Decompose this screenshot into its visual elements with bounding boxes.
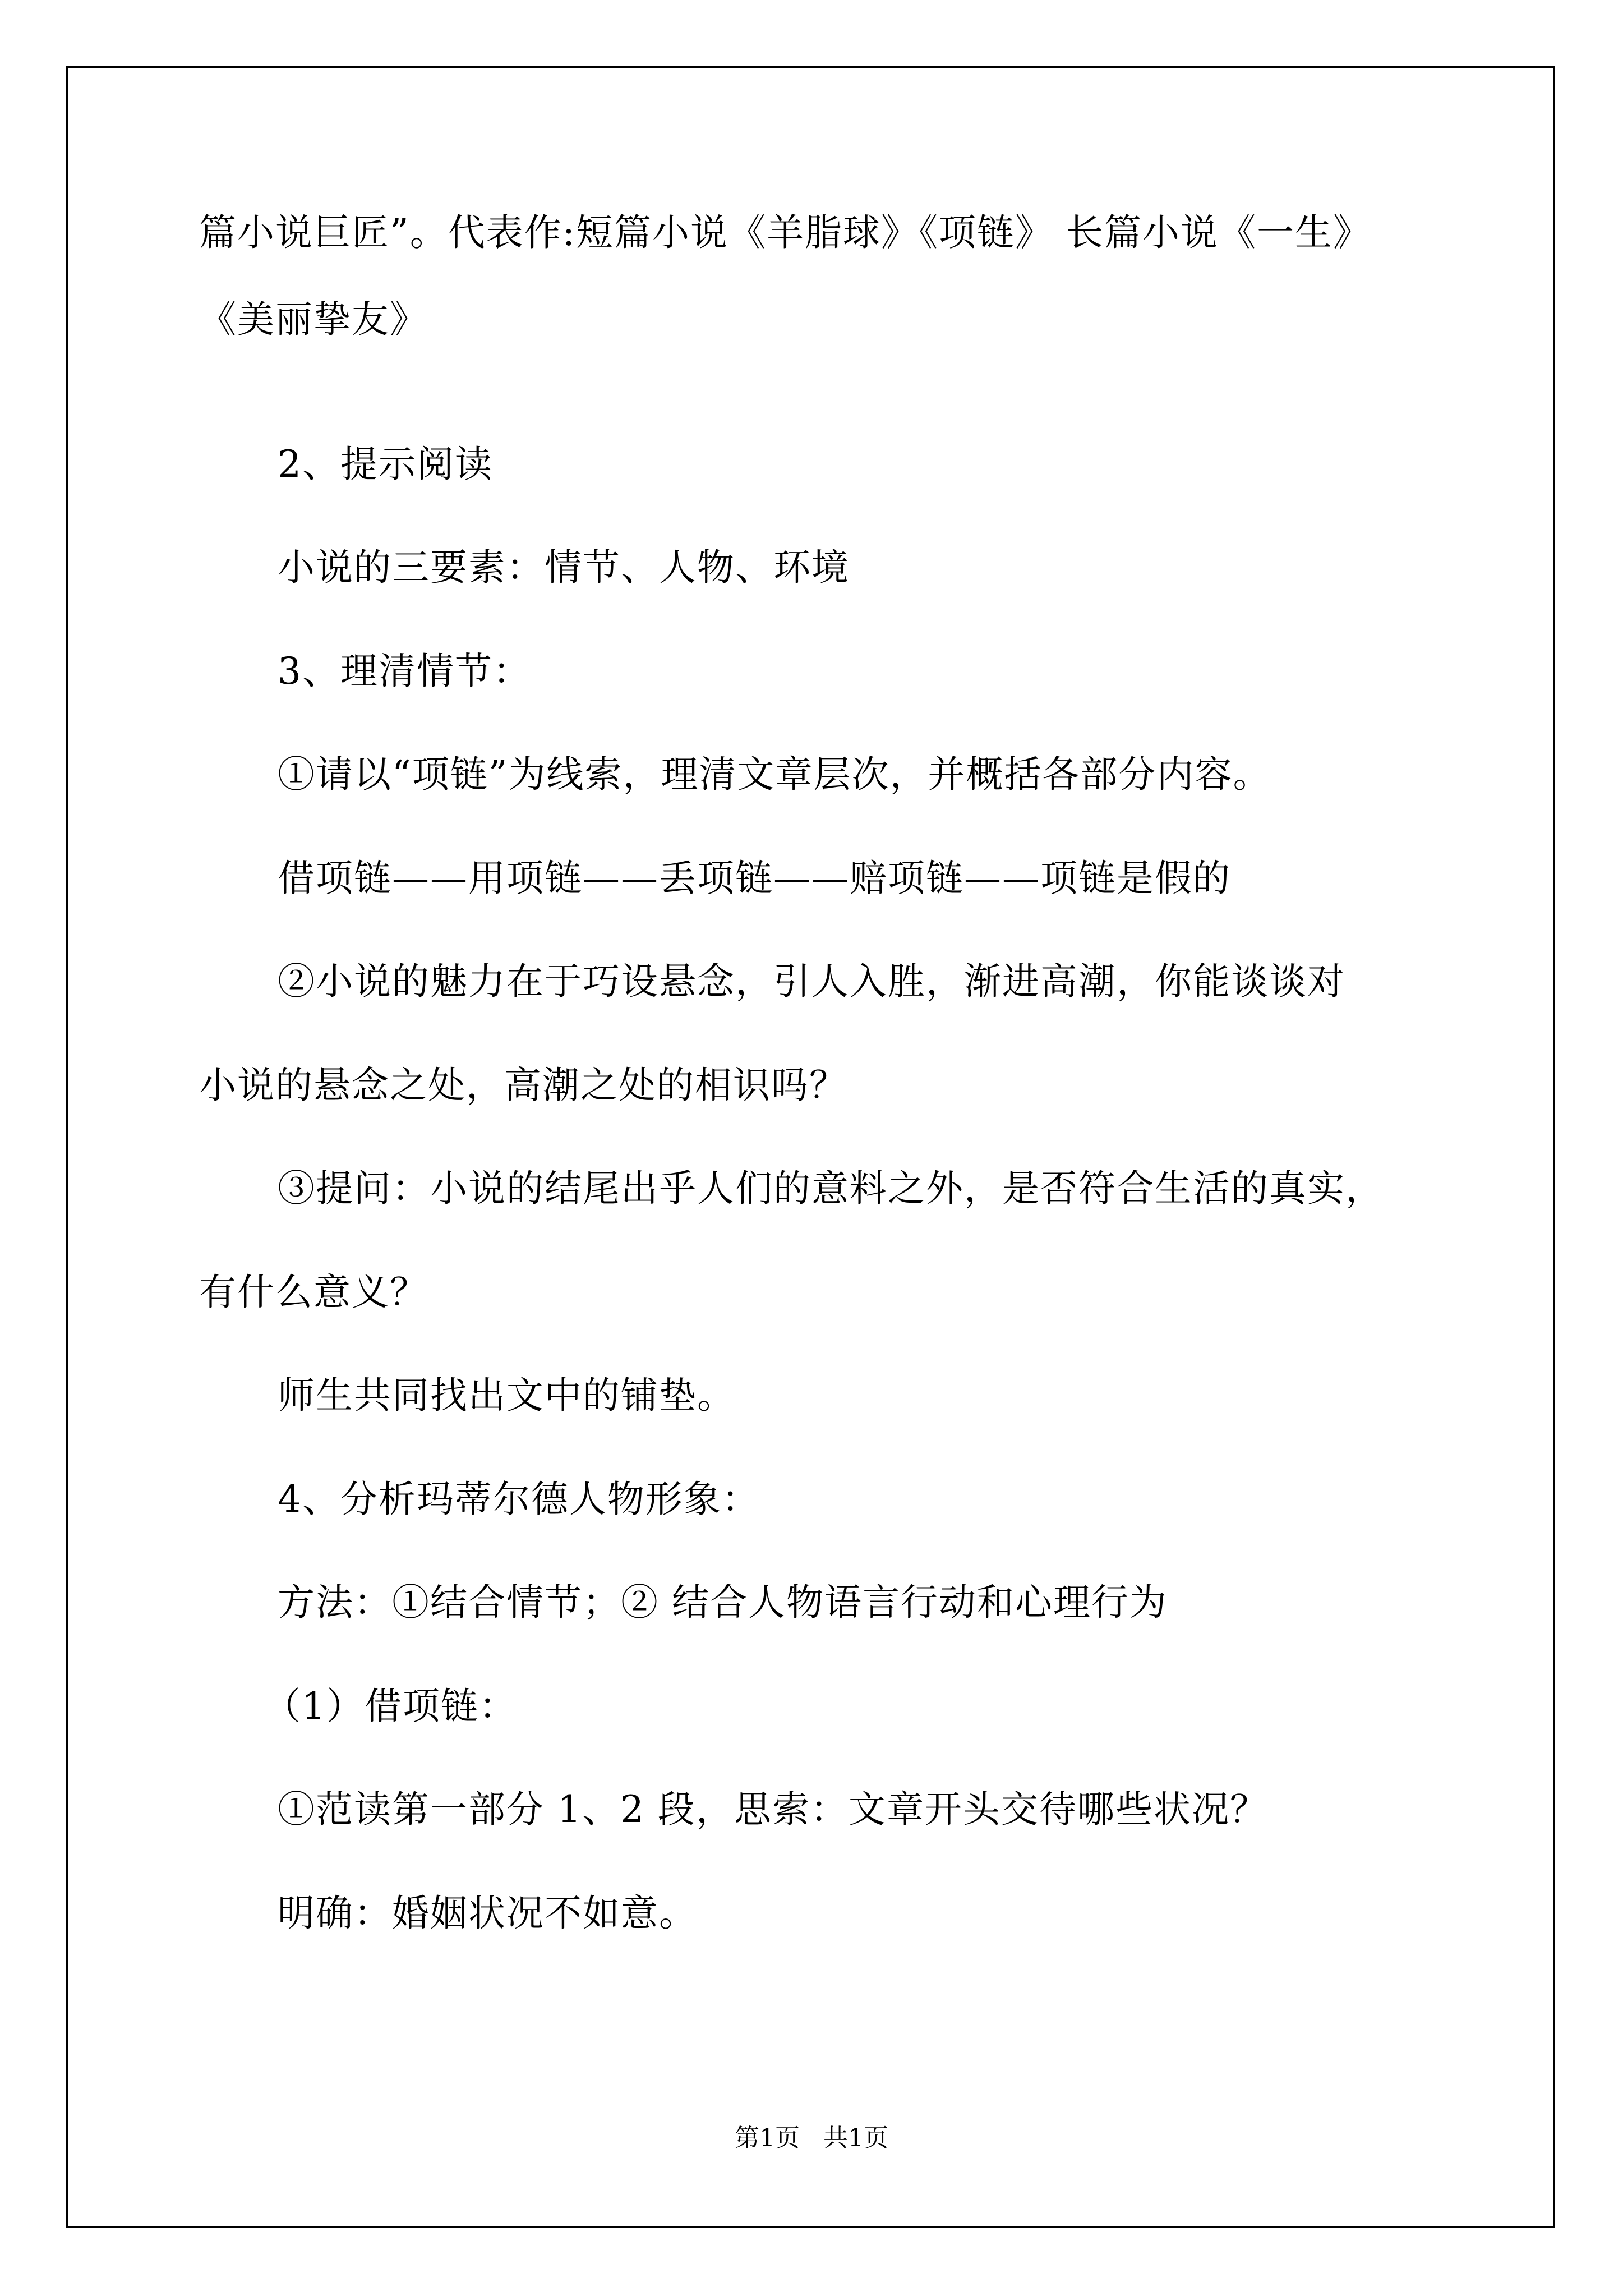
text-line: 小说的三要素：情节、人物、环境 (278, 546, 850, 589)
text-line: ①范读第一部分 1、2 段，思索：文章开头交待哪些状况？ (278, 1788, 1268, 1831)
text-line: ①请以“项链”为线索，理清文章层次，并概括各部分内容。 (278, 753, 1271, 796)
text-line: ③提问：小说的结尾出乎人们的意料之外，是否符合生活的真实， (278, 1167, 1384, 1210)
text-line: ②小说的魅力在于巧设悬念，引人入胜，渐进高潮，你能谈谈对 (278, 960, 1345, 1003)
text-line: 明确：婚姻状况不如意。 (278, 1892, 697, 1935)
text-line: 《美丽挚友》 (199, 298, 428, 341)
text-line: 2、提示阅读 (278, 443, 493, 486)
text-line: 小说的悬念之处，高潮之处的相识吗？ (199, 1064, 847, 1107)
text-line: 有什么意义？ (199, 1271, 428, 1314)
text-line: 借项链——用项链——丢项链——赔项链——项链是假的 (278, 857, 1231, 900)
text-line: 4、分析玛蒂尔德人物形象： (278, 1478, 760, 1521)
text-line: 3、理清情节： (278, 650, 531, 693)
text-line: （1）借项链： (264, 1685, 517, 1728)
text-line: 方法：①结合情节；② 结合人物语言行动和心理行为 (278, 1581, 1168, 1624)
text-line: 篇小说巨匠”。代表作:短篇小说《羊脂球》《项链》 长篇小说《一生》 (199, 211, 1371, 254)
text-line: 师生共同找出文中的铺垫。 (278, 1374, 735, 1417)
page-footer: 第1页 共1页 (735, 2124, 888, 2152)
